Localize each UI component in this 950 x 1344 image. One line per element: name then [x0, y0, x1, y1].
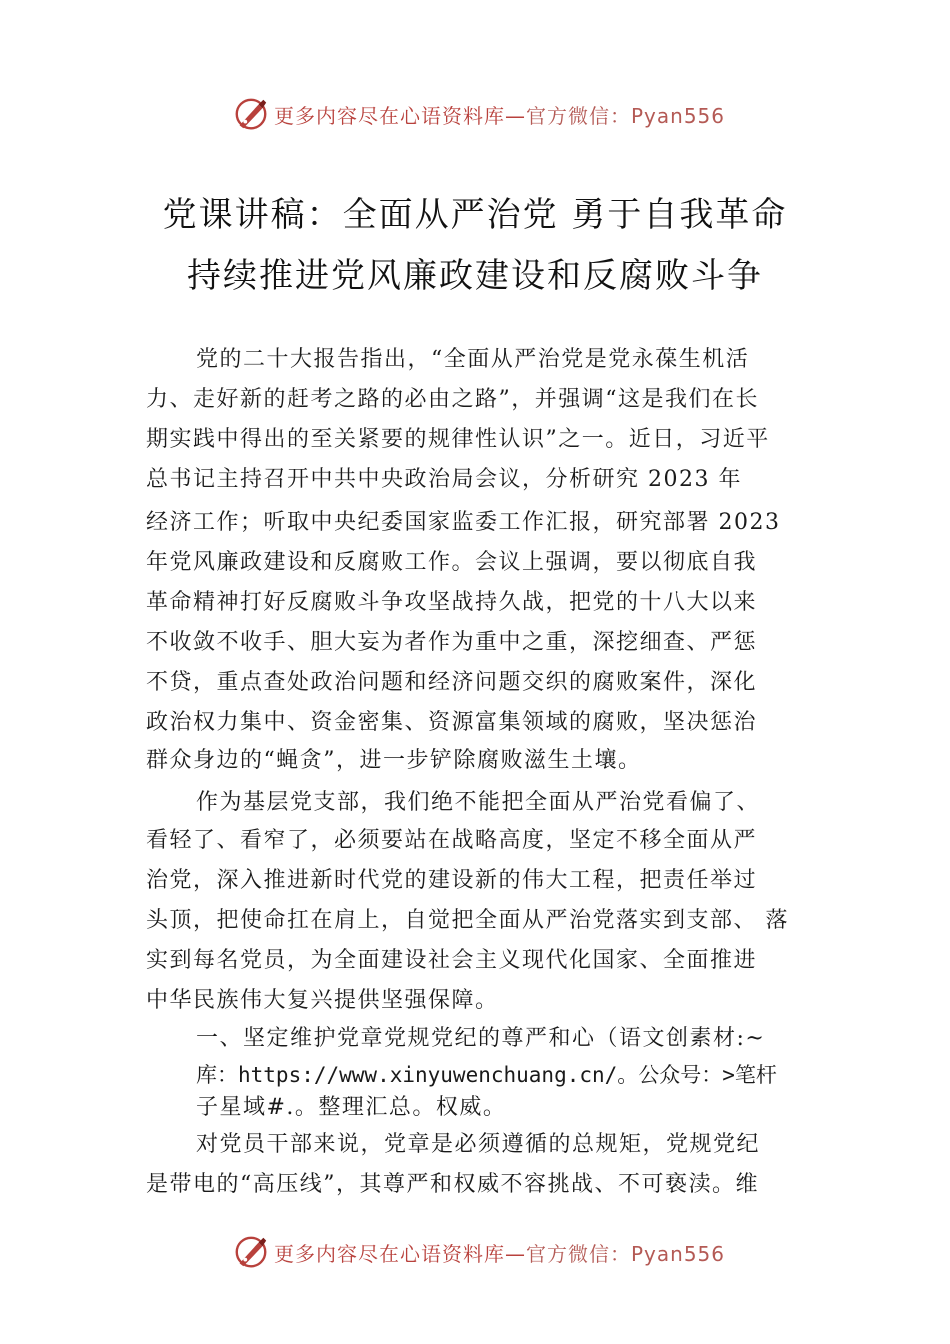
pen-logo-icon — [232, 1233, 270, 1271]
body-line: 实到每名党员，为全面建设社会主义现代化国家、全面推进 — [146, 948, 758, 973]
body-line: 中华民族伟大复兴提供坚强保障。 — [146, 988, 499, 1013]
body-line: 年党风廉政建设和反腐败工作。会议上强调，要以彻底自我 — [146, 550, 758, 575]
banner-text: 更多内容尽在心语资料库— — [274, 1241, 526, 1266]
body-line: 党的二十大报告指出，“全面从严治党是党永葆生机活 — [196, 347, 750, 372]
footer-banner — [232, 1232, 732, 1272]
section-heading-line: 库：https://www.xinyuwenchuang.cn/。公众号：>笔杆 — [196, 1063, 777, 1087]
body-line: 看轻了、看窄了，必须要站在战略高度，坚定不移全面从严 — [146, 828, 758, 853]
banner-wechat: 官方微信：Pyan556 — [526, 103, 726, 128]
header-banner — [232, 94, 732, 134]
body-line: 群众身边的“蝇贪”，进一步铲除腐败滋生土壤。 — [146, 748, 642, 773]
pen-logo-icon — [232, 95, 270, 133]
body-line: 不收敛不收手、胆大妄为者作为重中之重，深挖细查、严惩 — [146, 630, 758, 655]
body-line: 治党，深入推进新时代党的建设新的伟大工程，把责任举过 — [146, 868, 758, 893]
body-line: 政治权力集中、资金密集、资源富集领域的腐败，坚决惩治 — [146, 710, 758, 735]
body-line: 是带电的“高压线”，其尊严和权威不容挑战、不可亵渎。维 — [146, 1172, 759, 1197]
section-heading-line: 子星域#.。整理汇总。权威。 — [196, 1095, 507, 1120]
body-line: 总书记主持召开中共中央政治局会议，分析研究 2023 年 — [146, 467, 742, 492]
body-line: 头顶，把使命扛在肩上，自觉把全面从严治党落实到支部、 落 — [146, 908, 789, 933]
body-line: 力、走好新的赶考之路的必由之路”，并强调“这是我们在长 — [146, 387, 759, 412]
banner-wechat: 官方微信：Pyan556 — [526, 1241, 726, 1266]
page-title-line-1: 党课讲稿：全面从严治党 勇于自我革命 — [162, 195, 788, 235]
body-line: 经济工作；听取中央纪委国家监委工作汇报，研究部署 2023 — [146, 510, 781, 535]
body-line: 革命精神打好反腐败斗争攻坚战持久战，把党的十八大以来 — [146, 590, 758, 615]
body-line: 不贷，重点查处政治问题和经济问题交织的腐败案件，深化 — [146, 670, 758, 695]
banner-text: 更多内容尽在心语资料库— — [274, 103, 526, 128]
body-line: 作为基层党支部，我们绝不能把全面从严治党看偏了、 — [196, 790, 761, 815]
body-line: 对党员干部来说，党章是必须遵循的总规矩，党规党纪 — [196, 1132, 761, 1157]
page-title-line-2: 持续推进党风廉政建设和反腐败斗争 — [187, 256, 763, 296]
body-line: 期实践中得出的至关紧要的规律性认识”之一。近日，习近平 — [146, 427, 770, 452]
section-heading-line: 一、坚定维护党章党规党纪的尊严和心（语文创素材:~ — [196, 1026, 766, 1051]
